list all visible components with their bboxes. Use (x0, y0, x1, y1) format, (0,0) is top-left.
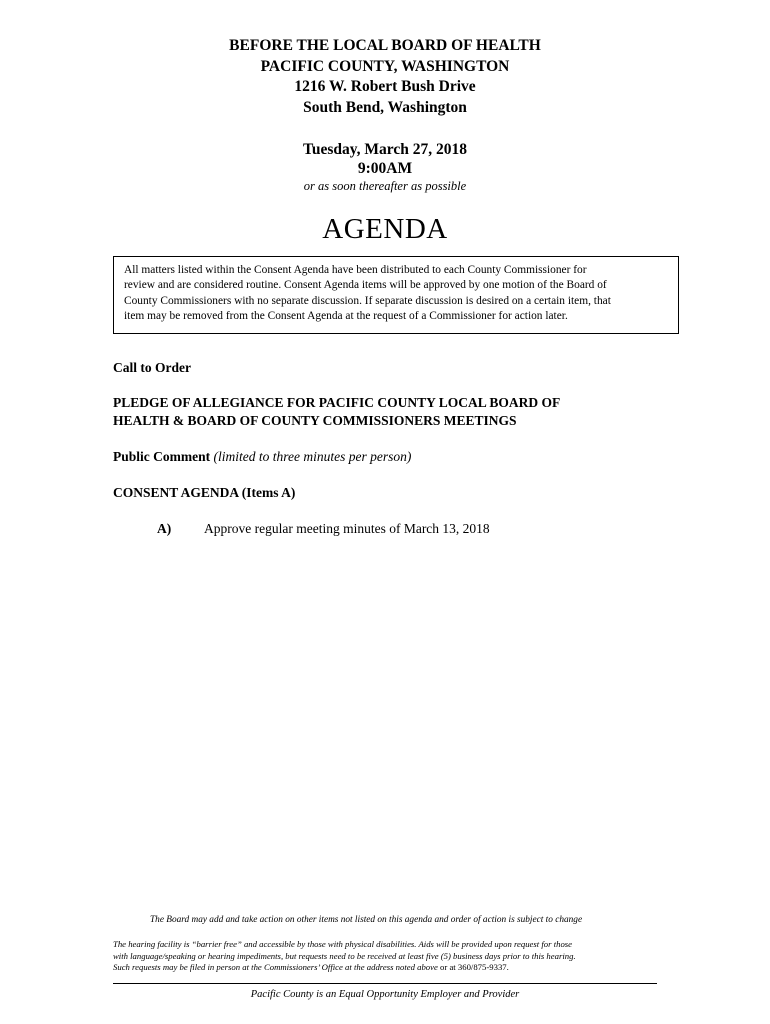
header-county: PACIFIC COUNTY, WASHINGTON (260, 57, 510, 75)
pledge-heading-line: HEALTH & BOARD OF COUNTY COMMISSIONERS MEETINGS (113, 413, 517, 428)
consent-item-text: Approve regular meeting minutes of March 13, 2018 (204, 521, 490, 536)
footer-divider (113, 983, 657, 984)
public-comment-heading (113, 448, 673, 466)
consent-notice-line: County Commissioners with no separate discussion. If separate discussion is desired on a certain item, that (124, 294, 611, 307)
pledge-heading-line: PLEDGE OF ALLEGIANCE FOR PACIFIC COUNTY LOCAL BOARD OF (113, 395, 561, 410)
consent-notice-line: review and are considered routine. Consent Agenda items will be approved by one motion of the Board of (124, 279, 607, 292)
agenda-title: AGENDA (322, 213, 448, 245)
footer-access-italic: Such requests may be filed in person at the Commissioners’ Office at the address noted above (113, 962, 438, 973)
header-board-title: BEFORE THE LOCAL BOARD OF HEALTH (229, 37, 541, 54)
consent-item (157, 520, 490, 538)
meeting-date-block (0, 140, 770, 195)
header-city: South Bend, Washington (303, 98, 467, 116)
consent-item-letter: A) (157, 521, 172, 536)
footer-access-line (113, 962, 673, 974)
public-comment-note: (limited to three minutes per person) (213, 449, 412, 464)
footer-change-notice: The Board may add and take action on other items not listed on this agenda and order of action is subject to change (150, 915, 583, 925)
consent-notice-line: item may be removed from the Consent Agenda at the request of a Commissioner for action later. (124, 309, 568, 322)
footer-access-line: The hearing facility is “barrier free” and accessible by those with physical disabilities. Aids will be provided upon request for those (113, 939, 573, 949)
header-street-address: 1216 W. Robert Bush Drive (294, 78, 476, 95)
consent-notice-line: All matters listed within the Consent Agenda have been distributed to each County Commissioner for (124, 264, 587, 276)
consent-notice-box (113, 256, 679, 334)
call-to-order-heading: Call to Order (113, 360, 191, 375)
meeting-time-note: or as soon thereafter as possible (303, 179, 467, 193)
footer-access-phone: or at 360/875-9337. (437, 962, 509, 973)
public-comment-label: Public Comment (113, 449, 211, 464)
footer-eeo-statement: Pacific County is an Equal Opportunity Employer and Provider (250, 989, 520, 1000)
footer-accessibility-notice (113, 939, 673, 974)
footer-access-line: with language/speaking or hearing impediments, but requests need to be received at least five (5) business days prior to this hearing. (113, 950, 576, 961)
meeting-date: Tuesday, March 27, 2018 (302, 141, 468, 158)
meeting-time: 9:00AM (357, 160, 413, 177)
consent-agenda-heading: CONSENT AGENDA (Items A) (113, 485, 296, 500)
document-header (0, 36, 770, 118)
pledge-heading (113, 394, 673, 430)
